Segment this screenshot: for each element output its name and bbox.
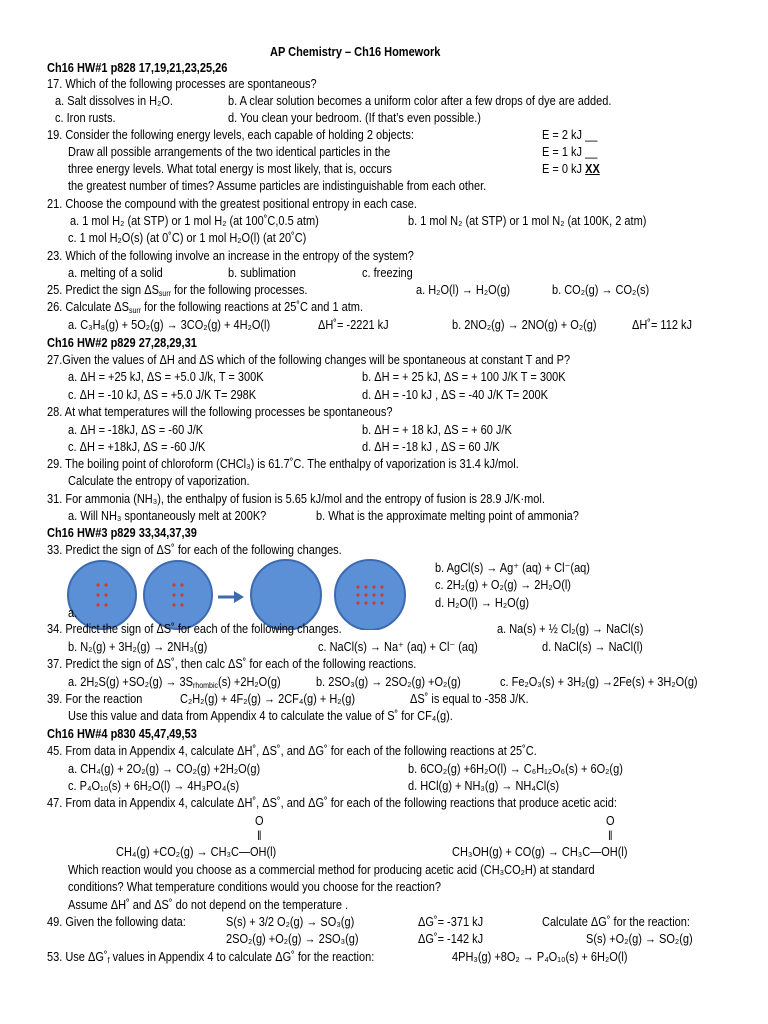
q49-free-energy-1: ΔG˚= -371 kJ (418, 915, 484, 929)
q45-stem: 45. From data in Appendix 4, calculate ΔH˚, ΔS˚, and ΔG˚ for each of the following reactions at 25˚C. (47, 744, 537, 758)
particle-dot (364, 593, 367, 596)
q33-option-c: c. 2H₂(g) + O₂(g) → 2H₂O(l) (435, 578, 571, 592)
q31-option-b: b. What is the approximate melting point of ammonia? (316, 509, 579, 523)
q25-stem-rest: for the following processes. (171, 283, 308, 297)
q28-stem: 28. At what temperatures will the following processes be spontaneous? (47, 405, 393, 419)
q47-rxn1-carbonyl-oxygen: O (255, 814, 264, 828)
particle-dot (104, 593, 107, 596)
particle-dot (180, 583, 183, 586)
q26-option-b-enthalpy: ΔH˚= 112 kJ (632, 318, 693, 332)
q19-energy-level-0-text: E = 0 kJ (542, 162, 586, 176)
q23-option-c: c. freezing (362, 266, 413, 280)
particle-dot (380, 593, 383, 596)
q25-stem-text: 25. Predict the sign ΔS (47, 283, 159, 297)
q21-stem: 21. Choose the compound with the greatest positional entropy in each case. (47, 197, 417, 211)
q33-option-d: d. H₂O(l) → H₂O(g) (435, 596, 530, 610)
arrow-head (234, 591, 244, 603)
q47-line-5: Assume ΔH˚ and ΔS˚ do not depend on the temperature . (68, 898, 349, 912)
q34-option-b: b. N₂(g) + 3H₂(g) → 2NH₃(g) (68, 640, 208, 654)
q23-option-b: b. sublimation (228, 266, 296, 280)
hw3-heading: Ch16 HW#3 p829 33,34,37,39 (47, 526, 197, 540)
q33-stem: 33. Predict the sign of ΔS˚ for each of the following changes. (47, 543, 342, 557)
particle-dot (372, 601, 375, 604)
q19-line-3: three energy levels. What total energy is most likely, that is, occurs (68, 162, 392, 176)
q23-option-a: a. melting of a solid (68, 266, 163, 280)
particle-dot (372, 585, 375, 588)
q39-entropy: ΔS˚ is equal to -358 J/K. (410, 692, 529, 706)
q39-label: 39. For the reaction (47, 692, 143, 706)
q25-option-a: a. H₂O(l) → H₂O(g) (416, 283, 511, 297)
q45-option-d: d. HCl(g) + NH₃(g) → NH₄Cl(s) (408, 779, 560, 793)
q27-option-c: c. ΔH = -10 kJ, ΔS = +5.0 J/K T= 298K (68, 388, 257, 402)
q25-stem-subscript: surr (158, 289, 172, 298)
flask-circle-2 (144, 561, 212, 629)
q19-line-2: Draw all possible arrangements of the two identical particles in the (68, 145, 391, 159)
particle-dot (356, 601, 359, 604)
q37-option-a (68, 675, 281, 690)
q39-reaction: C₂H₂(g) + 4F₂(g) → 2CF₄(g) + H₂(g) (180, 692, 355, 706)
q37-stem: 37. Predict the sign of ΔS˚, then calc ΔS˚ for each of the following reactions. (47, 657, 417, 671)
q47-stem: 47. From data in Appendix 4, calculate ΔH˚, ΔS˚, and ΔG˚ for each of the following reactions that produce acetic acid: (47, 796, 617, 810)
q47-line-3: Which reaction would you choose as a commercial method for producing acetic acid (CH₃CO₂H) at standard (68, 863, 595, 877)
hw1-heading: Ch16 HW#1 p828 17,19,21,23,25,26 (47, 61, 228, 75)
q47-reaction-1: CH₄(g) +CO₂(g) → CH₃C—OH(l) (116, 845, 277, 859)
particle-dot (172, 593, 175, 596)
particle-dot (380, 585, 383, 588)
q29-line-1: 29. The boiling point of chloroform (CHCl₃) is 61.7˚C. The enthalpy of vaporization is 31.4 kJ/mol. (47, 457, 519, 471)
q21-option-b: b. 1 mol N₂ (at STP) or 1 mol N₂ (at 100K, 2 atm) (408, 214, 647, 228)
q45-option-b: b. 6CO₂(g) +6H₂O(l) → C₆H₁₂O₆(s) + 6O₂(g) (408, 762, 623, 776)
q31-line-1: 31. For ammonia (NH₃), the enthalpy of fusion is 5.65 kJ/mol and the entropy of fusion is 28.9 J/K·mol. (47, 492, 545, 506)
q37-option-a-text: a. 2H₂S(g) +SO₂(g) → 3S (68, 675, 194, 689)
q19-energy-level-0-mark: XX (585, 162, 600, 176)
arrow-icon (218, 591, 244, 603)
q49-label: 49. Given the following data: (47, 915, 186, 929)
q34-option-d: d. NaCl(s) → NaCl(l) (542, 640, 643, 654)
q19-line-1: 19. Consider the following energy levels, each capable of holding 2 objects: (47, 128, 414, 142)
q53-reaction: 4PH₃(g) +8O₂ → P₄O₁₀(s) + 6H₂O(l) (452, 950, 628, 964)
q27-option-b: b. ΔH = + 25 kJ, ΔS = + 100 J/K T = 300K (362, 370, 566, 384)
q28-option-c: c. ΔH = +18kJ, ΔS = -60 J/K (68, 440, 206, 454)
q27-stem: 27.Given the values of ΔH and ΔS which of the following changes will be spontaneous at constant T and P? (47, 353, 571, 367)
q47-rxn2-double-bond: ‖ (608, 829, 613, 843)
q26-stem-rest: for the following reactions at 25˚C and 1 atm. (141, 300, 364, 314)
hw2-heading: Ch16 HW#2 p829 27,28,29,31 (47, 336, 197, 350)
q37-option-a-rest: (s) +2H₂O(g) (218, 675, 281, 689)
q53-stem-subscript: f (107, 956, 110, 965)
particle-dot (364, 585, 367, 588)
flask-circle-4 (335, 560, 405, 630)
particle-dot (180, 593, 183, 596)
q27-option-a: a. ΔH = +25 kJ, ΔS = +5.0 J/k, T = 300K (68, 370, 264, 384)
particle-dot (96, 583, 99, 586)
q45-option-c: c. P₄O₁₀(s) + 6H₂O(l) → 4H₃PO₄(s) (68, 779, 240, 793)
q33-particle-diagram (60, 558, 420, 630)
particle-dot (180, 603, 183, 606)
q28-option-a: a. ΔH = -18kJ, ΔS = -60 J/K (68, 423, 204, 437)
flask-circle-3 (251, 560, 321, 630)
q21-option-c: c. 1 mol H₂O(s) (at 0˚C) or 1 mol H₂O(l) (at 20˚C) (68, 231, 307, 245)
q34-option-a: a. Na(s) + ½ Cl₂(g) → NaCl(s) (497, 622, 644, 636)
q19-energy-level-2: E = 2 kJ __ (542, 128, 598, 142)
q21-option-a: a. 1 mol H₂ (at STP) or 1 mol H₂ (at 100˚C,0.5 atm) (70, 214, 319, 228)
q47-line-4: conditions? What temperature conditions would you choose for the reaction? (68, 880, 441, 894)
q27-option-d: d. ΔH = -10 kJ , ΔS = -40 J/K T= 200K (362, 388, 548, 402)
particle-dot (356, 585, 359, 588)
hw4-heading: Ch16 HW#4 p830 45,47,49,53 (47, 727, 197, 741)
q26-option-b: b. 2NO₂(g) → 2NO(g) + O₂(g) (452, 318, 597, 332)
q37-option-c: c. Fe₂O₃(s) + 3H₂(g) →2Fe(s) + 3H₂O(g) (500, 675, 698, 689)
q34-stem: 34. Predict the sign of ΔS˚ for each of the following changes. (47, 622, 342, 636)
particle-dot (96, 603, 99, 606)
q17-option-d: d. You clean your bedroom. (If that’s even possible.) (228, 111, 481, 125)
q47-reaction-2: CH₃OH(g) + CO(g) → CH₃C—OH(l) (452, 845, 628, 859)
particle-dot (364, 601, 367, 604)
particle-dot (172, 603, 175, 606)
q31-option-a: a. Will NH₃ spontaneously melt at 200K? (68, 509, 267, 523)
q39-line-2: Use this value and data from Appendix 4 to calculate the value of S˚ for CF₄(g). (68, 709, 453, 723)
q19-energy-level-0 (542, 162, 600, 177)
q25-stem (47, 283, 307, 298)
q26-stem-subscript: surr (128, 306, 142, 315)
particle-dot (356, 593, 359, 596)
q28-option-b: b. ΔH = + 18 kJ, ΔS = + 60 J/K (362, 423, 512, 437)
q26-option-a: a. C₃H₈(g) + 5O₂(g) → 3CO₂(g) + 4H₂O(l) (68, 318, 271, 332)
particle-dot (104, 603, 107, 606)
q26-option-a-enthalpy: ΔH˚= -2221 kJ (318, 318, 389, 332)
q26-stem-text: 26. Calculate ΔS (47, 300, 129, 314)
particle-dot (96, 593, 99, 596)
q19-energy-level-1: E = 1 kJ __ (542, 145, 598, 159)
q23-stem: 23. Which of the following involve an increase in the entropy of the system? (47, 249, 414, 263)
q49-reaction-1: S(s) + 3/2 O₂(g) → SO₃(g) (226, 915, 355, 929)
page-title: AP Chemistry – Ch16 Homework (270, 45, 441, 59)
q17-option-b: b. A clear solution becomes a uniform color after a few drops of dye are added. (228, 94, 612, 108)
q53-stem-text: 53. Use ΔG˚ (47, 950, 108, 964)
particle-dot (380, 601, 383, 604)
q45-option-a: a. CH₄(g) + 2O₂(g) → CO₂(g) +2H₂O(g) (68, 762, 261, 776)
q33-option-a: a. (68, 606, 78, 620)
q17-option-a: a. Salt dissolves in H₂O. (55, 94, 173, 108)
q33-option-b: b. AgCl(s) → Ag⁺ (aq) + Cl⁻(aq) (435, 561, 590, 575)
q53-stem (47, 950, 374, 965)
q29-line-2: Calculate the entropy of vaporization. (68, 474, 250, 488)
q49-free-energy-2: ΔG˚= -142 kJ (418, 932, 484, 946)
flask-circle-1 (68, 561, 136, 629)
q53-stem-rest: values in Appendix 4 to calculate ΔG˚ for the reaction: (109, 950, 375, 964)
q26-stem (47, 300, 363, 315)
q34-option-c: c. NaCl(s) → Na⁺ (aq) + Cl⁻ (aq) (318, 640, 478, 654)
q37-option-a-subscript: rhombic (193, 681, 219, 690)
q49-calculate-prompt: Calculate ΔG˚ for the reaction: (542, 915, 690, 929)
q28-option-d: d. ΔH = -18 kJ , ΔS = 60 J/K (362, 440, 500, 454)
particle-dot (172, 583, 175, 586)
q19-line-4: the greatest number of times? Assume particles are indistinguishable from each other. (68, 179, 487, 193)
q17-stem: 17. Which of the following processes are spontaneous? (47, 77, 317, 91)
q49-reaction-2: 2SO₂(g) +O₂(g) → 2SO₃(g) (226, 932, 359, 946)
q37-option-b: b. 2SO₃(g) → 2SO₂(g) +O₂(g) (316, 675, 461, 689)
q47-rxn1-double-bond: ‖ (257, 829, 262, 843)
particle-dot (372, 593, 375, 596)
particle-dot (104, 583, 107, 586)
q17-option-c: c. Iron rusts. (55, 111, 116, 125)
q25-option-b: b. CO₂(g) → CO₂(s) (552, 283, 650, 297)
q47-rxn2-carbonyl-oxygen: O (606, 814, 615, 828)
q49-target-reaction: S(s) +O₂(g) → SO₂(g) (586, 932, 693, 946)
